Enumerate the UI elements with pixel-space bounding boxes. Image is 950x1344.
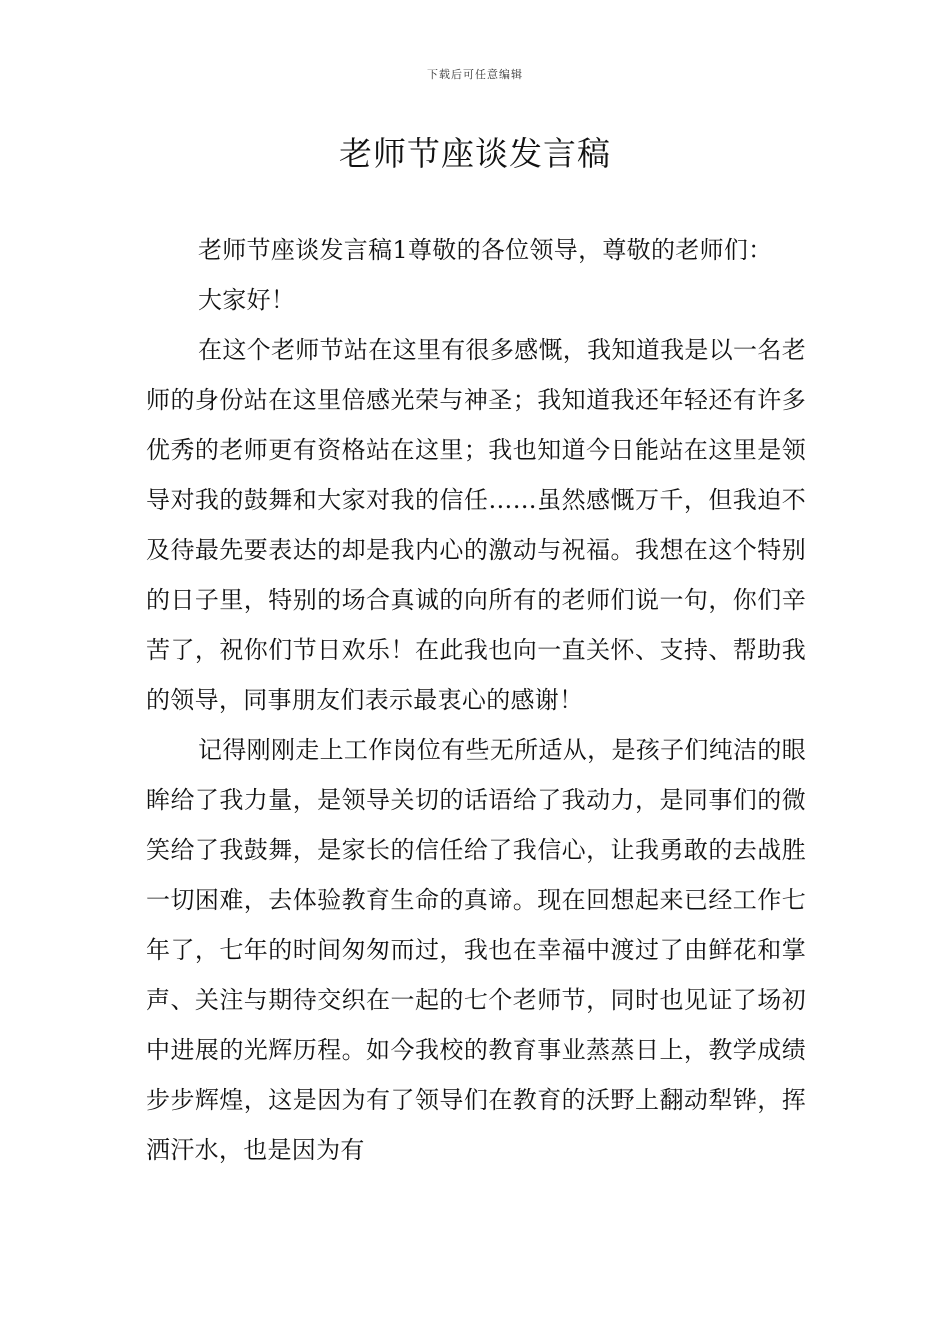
paragraph-feelings: 在这个老师节站在这里有很多感慨，我知道我是以一名老师的身份站在这里倍感光荣与神圣；我知道我还年轻还有许多优秀的老师更有资格站在这里；我也知道今日能站在这里是领导对我的鼓舞和大家对我的信任……虽然感慨万千，但我迫不及待最先要表达的却是我内心的激动与祝福。我想在这个特别的日子里，特别的场合真诚的向所有的老师们说一句，你们辛苦了，祝你们节日欢乐！在此我也向一直关怀、支持、帮助我的领导，同事朋友们表示最衷心的感谢！	[146, 336, 806, 714]
document-body	[146, 225, 806, 1175]
paragraph-greeting: 老师节座谈发言稿1尊敬的各位领导，尊敬的老师们：	[198, 236, 773, 264]
paragraph-memories: 记得刚刚走上工作岗位有些无所适从，是孩子们纯洁的眼眸给了我力量，是领导关切的话语给了我动力，是同事们的微笑给了我鼓舞，是家长的信任给了我信心，让我勇敢的去战胜一切困难，去体验教育生命的真谛。现在回想起来已经工作七年了，七年的时间匆匆而过，我也在幸福中渡过了由鲜花和掌声、关注与期待交织在一起的七个老师节，同时也见证了场初中进展的光辉历程。如今我校的教育事业蒸蒸日上，教学成绩步步辉煌，这是因为有了领导们在教育的沃野上翻动犁铧，挥洒汗水，也是因为有	[146, 736, 806, 1164]
document-title: 老师节座谈发言稿	[339, 134, 611, 173]
paragraph-hello: 大家好！	[198, 286, 296, 314]
header-note: 下载后可任意编辑	[427, 68, 523, 81]
